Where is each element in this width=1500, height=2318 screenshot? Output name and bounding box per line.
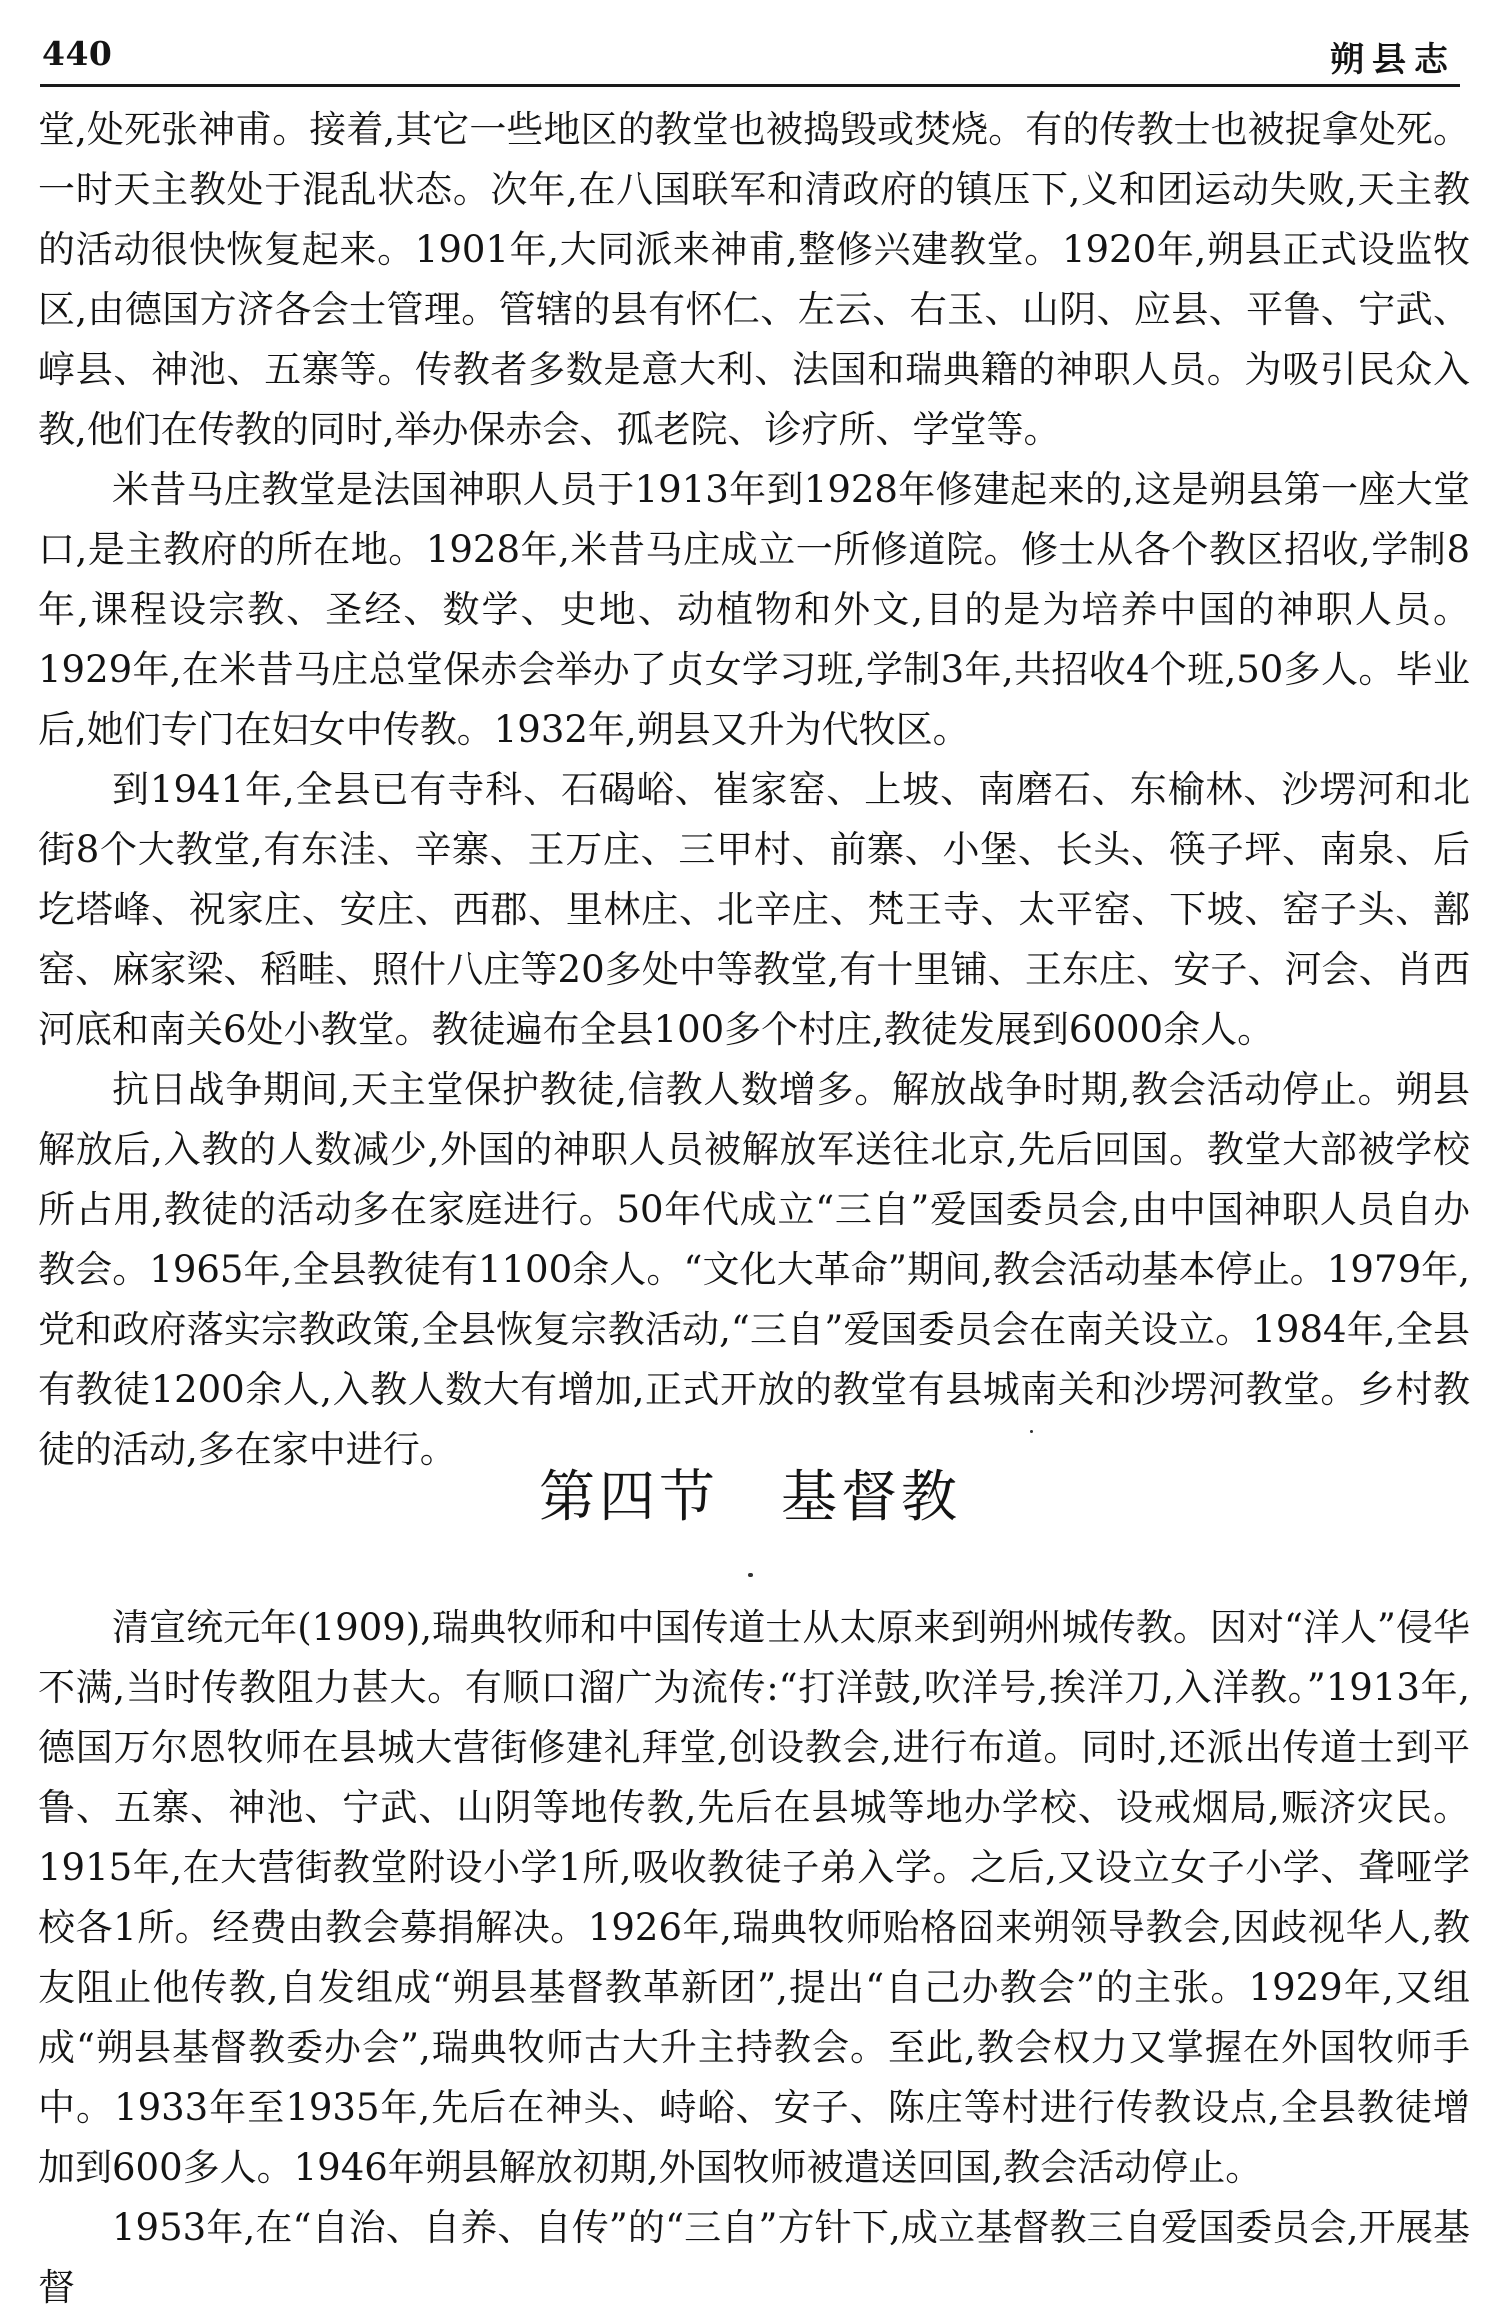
- body-text-top: [38, 100, 1470, 1480]
- page-number: 440: [42, 34, 113, 73]
- paragraph: 堂,处死张神甫。接着,其它一些地区的教堂也被捣毁或焚烧。有的传教士也被捉拿处死。一时天主教处于混乱状态。次年,在八国联军和清政府的镇压下,义和团运动失败,天主教的活动很快恢复起来。1901年,大同派来神甫,整修兴建教堂。1920年,朔县正式设监牧区,由德国方济各会士管理。管辖的县有怀仁、左云、右玉、山阴、应县、平鲁、宁武、崞县、神池、五寨等。传教者多数是意大利、法国和瑞典籍的神职人员。为吸引民众入教,他们在传教的同时,举办保赤会、孤老院、诊疗所、学堂等。: [38, 108, 1470, 451]
- print-speck: [1030, 1430, 1033, 1433]
- print-speck: [748, 1573, 753, 1577]
- paragraph: 到1941年,全县已有寺科、石碣峪、崔家窑、上坡、南磨石、东榆林、沙塄河和北街8个大教堂,有东洼、辛寨、王万庄、三甲村、前寨、小堡、长头、筷子坪、南泉、后圪塔峰、祝家庄、安庄、西郡、里林庄、北辛庄、梵王寺、太平窑、下坡、窑子头、鄯窑、麻家梁、稻畦、照什八庄等20多处中等教堂,有十里铺、王东庄、安子、河会、肖西河底和南关6处小教堂。教徒遍布全县100多个村庄,教徒发展到6000余人。: [38, 768, 1470, 1051]
- page-header: [40, 28, 1460, 80]
- header-rule: [40, 84, 1460, 87]
- paragraph: 清宣统元年(1909),瑞典牧师和中国传道士从太原来到朔州城传教。因对“洋人”侵华不满,当时传教阻力甚大。有顺口溜广为流传:“打洋鼓,吹洋号,挨洋刀,入洋教。”1913年,德国万尔恩牧师在县城大营街修建礼拜堂,创设教会,进行布道。同时,还派出传道士到平鲁、五寨、神池、宁武、山阴等地传教,先后在县城等地办学校、设戒烟局,赈济灾民。1915年,在大营街教堂附设小学1所,吸收教徒子弟入学。之后,又设立女子小学、聋哑学校各1所。经费由教会募捐解决。1926年,瑞典牧师贻格囧来朔领导教会,因歧视华人,教友阻止他传教,自发组成“朔县基督教革新团”,提出“自己办教会”的主张。1929年,又组成“朔县基督教委办会”,瑞典牧师古大升主持教会。至此,教会权力又掌握在外国牧师手中。1933年至1935年,先后在神头、峙峪、安子、陈庄等村进行传教设点,全县教徒增加到600多人。1946年朔县解放初期,外国牧师被遣送回国,教会活动停止。: [38, 1606, 1470, 2189]
- paragraph: 抗日战争期间,天主堂保护教徒,信教人数增多。解放战争时期,教会活动停止。朔县解放后,入教的人数减少,外国的神职人员被解放军送往北京,先后回国。教堂大部被学校所占用,教徒的活动多在家庭进行。50年代成立“三自”爱国委员会,由中国神职人员自办教会。1965年,全县教徒有1100余人。“文化大革命”期间,教会活动基本停止。1979年,党和政府落实宗教政策,全县恢复宗教活动,“三自”爱国委员会在南关设立。1984年,全县有教徒1200余人,入教人数大有增加,正式开放的教堂有县城南关和沙塄河教堂。乡村教徒的活动,多在家中进行。: [38, 1068, 1470, 1471]
- section-number: 第四节: [539, 1465, 719, 1530]
- section-title: 基督教: [781, 1465, 961, 1530]
- section-heading: [0, 1460, 1500, 1536]
- body-text-bottom: [38, 1598, 1470, 2318]
- paragraph: 1953年,在“自治、自养、自传”的“三自”方针下,成立基督教三自爱国委员会,开展基督: [38, 2206, 1470, 2309]
- paragraph: 米昔马庄教堂是法国神职人员于1913年到1928年修建起来的,这是朔县第一座大堂口,是主教府的所在地。1928年,米昔马庄成立一所修道院。修士从各个教区招收,学制8年,课程设宗教、圣经、数学、史地、动植物和外文,目的是为培养中国的神职人员。1929年,在米昔马庄总堂保赤会举办了贞女学习班,学制3年,共招收4个班,50多人。毕业后,她们专门在妇女中传教。1932年,朔县又升为代牧区。: [38, 468, 1470, 751]
- running-title: 朔县志: [1330, 40, 1456, 80]
